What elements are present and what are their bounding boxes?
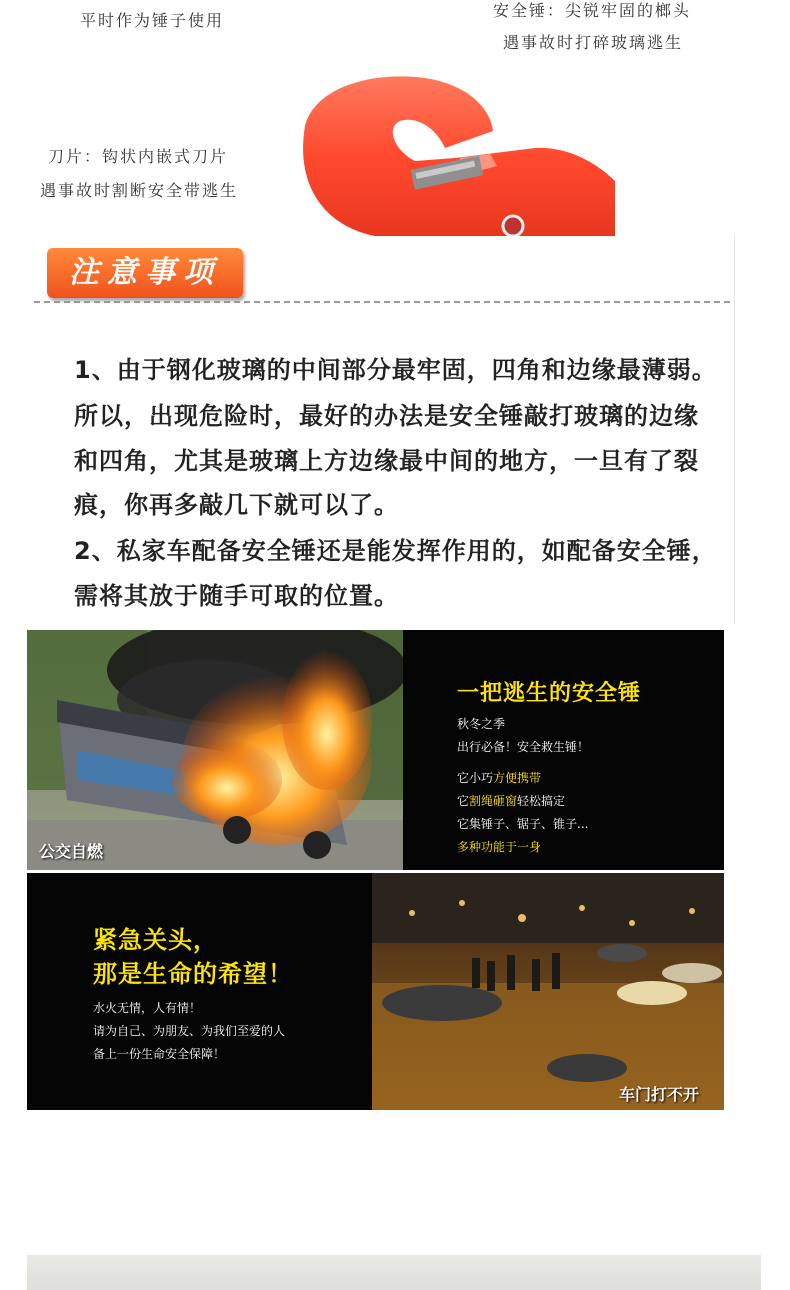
hammer-body — [303, 76, 615, 236]
banner2-title-2: 那是生命的希望！ — [93, 960, 293, 988]
banner1-cut-break — [457, 790, 641, 813]
banner1-portable-prefix: 它小巧 — [457, 771, 494, 785]
note-line-2: 所以，出现危险时，最好的办法是安全锤敲打玻璃的边缘 — [74, 402, 699, 430]
banner1-season: 秋冬之季 — [457, 717, 506, 731]
banner1-portable — [457, 767, 641, 790]
banner1-cut-prefix: 它 — [457, 794, 470, 808]
caption-hammer-use: 平时作为锤子使用 — [80, 11, 225, 30]
flood-caption: 车门打不开 — [619, 1085, 700, 1104]
dashed-divider — [34, 301, 730, 303]
banner2-line-3: 备上一份生命安全保障！ — [93, 1047, 226, 1061]
caption-hammer-head-desc: 遇事故时打碎玻璃逃生 — [503, 33, 684, 52]
banner1-cut-highlight: 割绳砸窗 — [469, 794, 518, 808]
caption-blade: 刀片：钩状内嵌式刀片 — [48, 147, 229, 166]
notes-badge-label: 注意事项 — [69, 255, 221, 290]
note-line-5: 2、私家车配备安全锤还是能发挥作用的，如配备安全锤， — [74, 537, 717, 565]
flood-photo — [372, 873, 724, 1110]
banner1-title: 一把逃生的安全锤 — [457, 681, 642, 706]
bus-fire-text-block — [457, 676, 641, 859]
banner2-line-2: 请为自己、为朋友、为我们至爱的人 — [93, 1024, 286, 1038]
screw-icon — [503, 216, 523, 236]
caption-hammer-head: 安全锤：尖锐牢固的榔头 — [493, 1, 692, 20]
note-line-1: 1、由于钢化玻璃的中间部分最牢固，四角和边缘最薄弱。 — [74, 356, 717, 384]
bus-fire-banner — [27, 630, 724, 870]
banner1-portable-highlight: 方便携带 — [493, 771, 542, 785]
product-feature-section — [0, 0, 790, 236]
banner1-must-have: 出行必备！安全救生锤！ — [457, 740, 590, 754]
flood-text-block — [93, 923, 293, 1066]
notes-section — [0, 236, 735, 624]
next-image-strip — [27, 1255, 761, 1290]
safety-hammer-image — [285, 66, 620, 236]
bus-fire-photo — [27, 630, 403, 870]
notes-badge — [47, 248, 243, 298]
note-line-4: 痕，你再多敲几下就可以了。 — [74, 491, 399, 519]
banner1-cut-suffix: 轻松搞定 — [517, 794, 566, 808]
banner1-tools: 它集锤子、锯子、锥子... — [457, 817, 589, 831]
banner2-title-1: 紧急关头， — [93, 926, 218, 954]
note-line-3: 和四角，尤其是玻璃上方边缘最中间的地方，一旦有了裂 — [74, 447, 699, 475]
bus-fire-caption: 公交自燃 — [39, 842, 104, 861]
flood-banner — [27, 873, 724, 1110]
banner2-line-1: 水火无情，人有情！ — [93, 1001, 202, 1015]
notes-clip — [0, 236, 733, 624]
note-line-6: 需将其放于随手可取的位置。 — [74, 582, 399, 610]
banner1-multifunction: 多种功能于一身 — [457, 840, 542, 854]
caption-blade-desc: 遇事故时割断安全带逃生 — [40, 181, 239, 200]
